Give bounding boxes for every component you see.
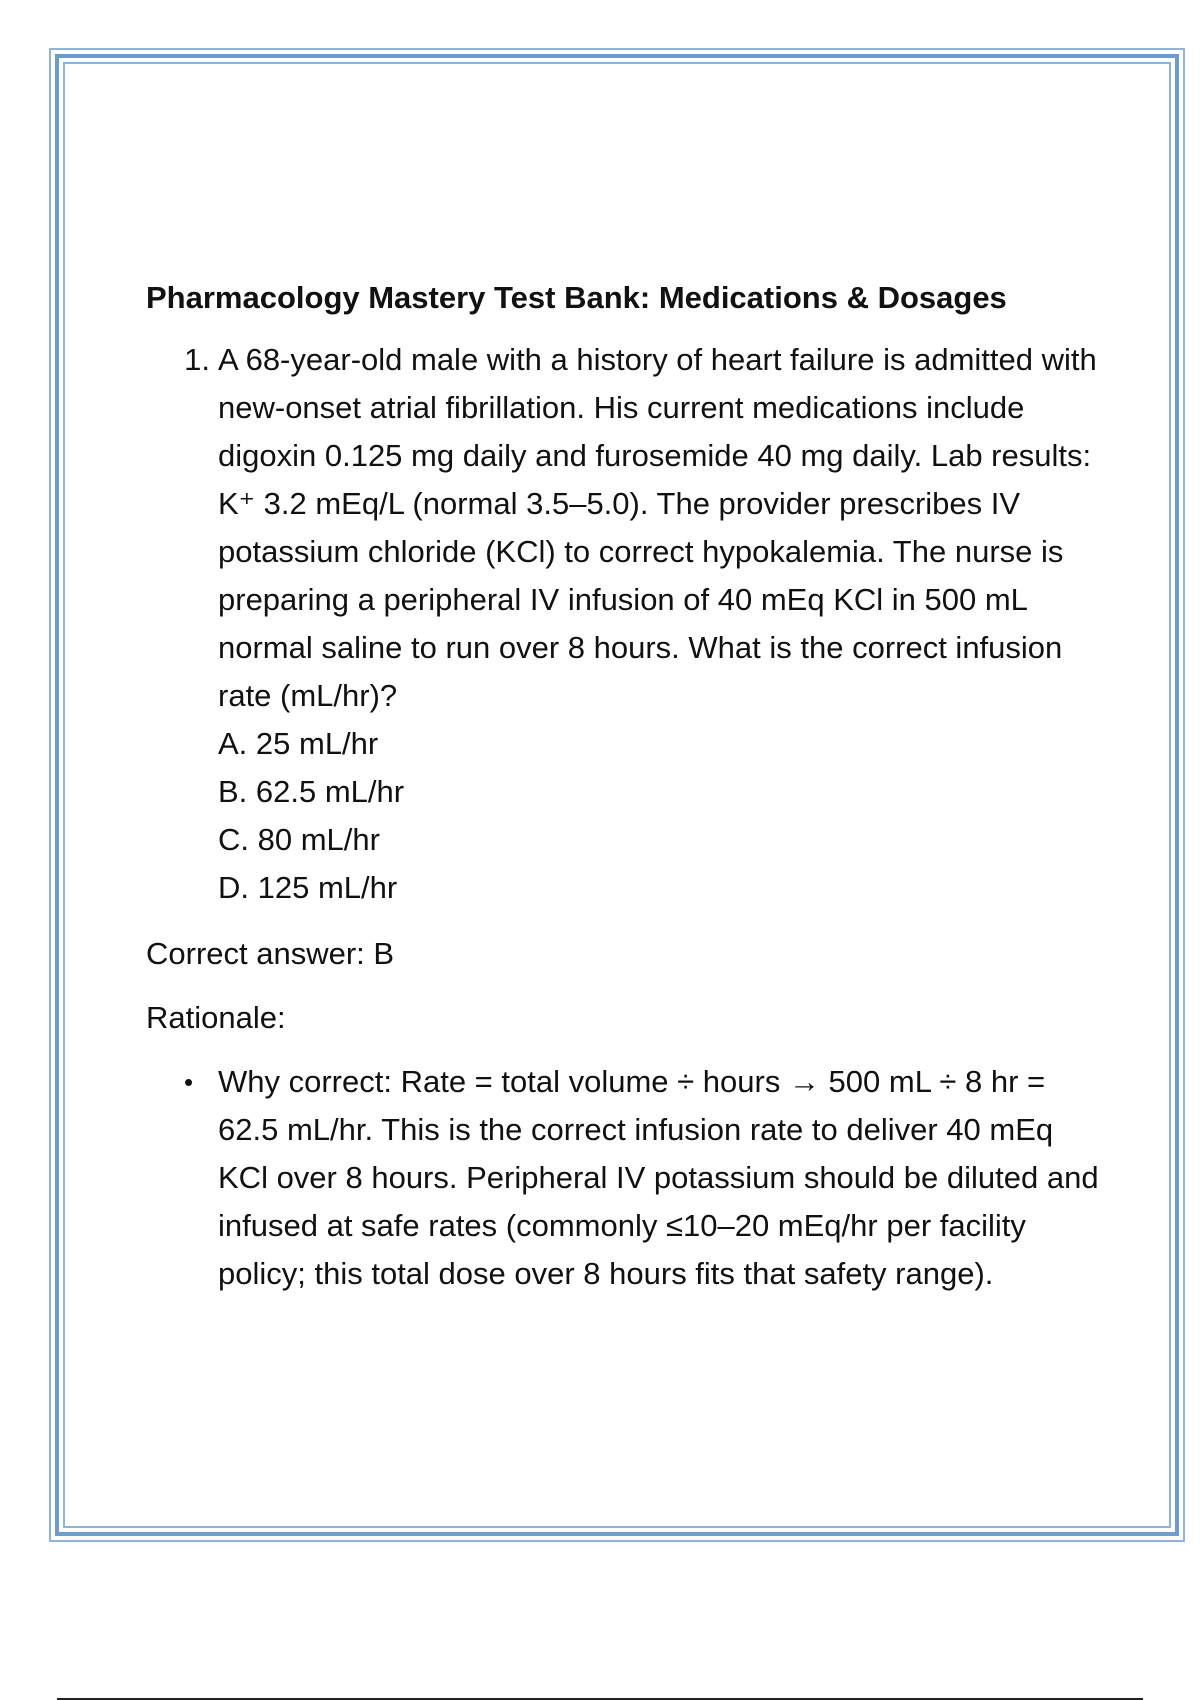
document-title: Pharmacology Mastery Test Bank: Medications & Dosages	[146, 280, 1007, 315]
correct-answer: Correct answer: B	[146, 936, 395, 971]
rationale-label: Rationale:	[146, 1000, 286, 1035]
option-d: D. 125 mL/hr	[218, 870, 398, 905]
bullet-icon: •	[184, 1067, 194, 1097]
question-1	[146, 336, 1106, 912]
option-a: A. 25 mL/hr	[218, 726, 379, 761]
option-c: C. 80 mL/hr	[218, 822, 380, 857]
option-b: B. 62.5 mL/hr	[218, 774, 405, 809]
question-text: A 68-year-old male with a history of heart failure is admitted with new-onset atrial fibrillation. His current medications include digoxin 0.125 mg daily and furosemide 40 mg daily. Lab results: K⁺ 3.2 mEq/L (normal 3.5–5.0). The provider prescribes IV potassium chloride (KCl) to correct hypokalemia. The nurse is preparing a peripheral IV infusion of 40 mEq KCl in 500 mL normal saline to run over 8 hours. What is the correct infusion rate (mL/hr)?	[218, 342, 1097, 713]
document-body	[146, 274, 1106, 1298]
question-number: 1.	[184, 342, 210, 377]
answer-options	[218, 720, 1106, 912]
rationale-list	[146, 1058, 1106, 1298]
rationale-item	[146, 1058, 1106, 1298]
question-body	[218, 336, 1106, 912]
rationale-text: Why correct: Rate = total volume ÷ hours → 500 mL ÷ 8 hr = 62.5 mL/hr. This is the correct infusion rate to deliver 40 mEq KCl over 8 hours. Peripheral IV potassium should be diluted and infused at safe rates (commonly ≤10–20 mEq/hr per facility policy; this total dose over 8 hours fits that safety range).	[218, 1064, 1099, 1291]
